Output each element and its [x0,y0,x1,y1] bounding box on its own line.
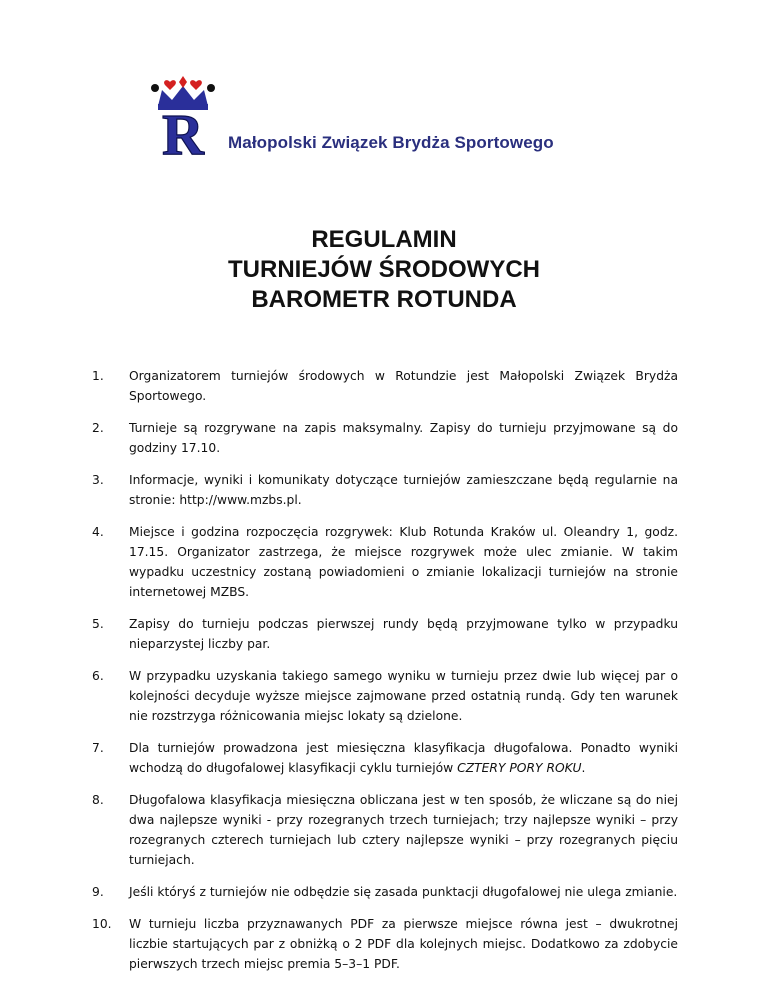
rule-item [92,666,678,726]
rule-item [92,882,678,902]
rule-text-end: . [581,761,586,775]
rule-text: Jeśli któryś z turniejów nie odbędzie się zasada punktacji długofalowej nie ulega zmianie. [129,885,678,899]
rule-text: Miejsce i godzina rozpoczęcia rozgrywek: Klub Rotunda Kraków ul. Oleandry 1, godz. 17.15. Organizator zastrzega, że miejsce rozgrywek może ulec zmianie. W takim wypadku uczestnicy zostaną powiadomieni o zmianie lokalizacji turniejów na stronie internetowej MZBS. [129,525,678,599]
rule-text [129,738,678,778]
rule-item [92,614,678,654]
rule-text: Długofalowa klasyfikacja miesięczna obliczana jest w ten sposób, że wliczane są do niej dwa najlepsze wyniki - przy rozegranych trzech turniejach; trzy najlepsze wyniki – przy rozegranych czterech turniejach lub cztery najlepsze wyniki – przy rozegranych pięciu turniejach. [129,793,678,867]
rule-number: 7. [92,741,104,755]
crown-r-logo [150,72,216,158]
rule-item [92,366,678,406]
rule-number: 5. [92,617,104,631]
cycle-name: CZTERY PORY ROKU [457,761,582,775]
rule-text: Organizatorem turniejów środowych w Rotundzie jest Małopolski Związek Brydża Sportowego. [129,369,678,403]
document-title [0,225,768,315]
rule-number: 9. [92,885,104,899]
rule-item [92,790,678,870]
rule-text: Zapisy do turnieju podczas pierwszej rundy będą przyjmowane tylko w przypadku nieparzystej liczby par. [129,617,678,651]
rule-text: W przypadku uzyskania takiego samego wyniku w turnieju przez dwie lub więcej par o kolejności decyduje wyższe miejsce zajmowane przed ostatnią rundą. Gdy ten warunek nie rozstrzyga różnicowania miejsc lokaty są dzielone. [129,669,678,723]
rule-text: W turnieju liczba przyznawanych PDF za pierwsze miejsce równa jest – dwukrotnej liczbie startujących par z obniżką o 2 PDF dla kolejnych miejsc. Dodatkowo za zdobycie pierwszych trzech miejsc premia 5–3–1 PDF. [129,917,678,971]
rule-item [92,418,678,458]
rule-item [92,914,678,974]
logo-letter: R [162,102,204,158]
rule-number: 10. [92,917,112,931]
rule-number: 1. [92,369,104,383]
rule-number: 3. [92,473,104,487]
rule-number: 2. [92,421,104,435]
organization-name: Małopolski Związek Brydża Sportowego [228,133,554,152]
rule-number: 8. [92,793,104,807]
rule-number: 4. [92,525,104,539]
rule-item [92,470,678,510]
rule-text: Turnieje są rozgrywane na zapis maksymalny. Zapisy do turnieju przyjmowane są do godziny 17.10. [129,421,678,455]
rule-item [92,522,678,602]
rules-list [92,366,678,986]
rule-text: Informacje, wyniki i komunikaty dotyczące turniejów zamieszczane będą regularnie na stronie: http://www.mzbs.pl. [129,473,678,507]
rule-item [92,738,678,778]
rule-number: 6. [92,669,104,683]
header [150,72,630,162]
title-line-3: BAROMETR ROTUNDA [251,286,517,313]
rule-text-part: Dla turniejów prowadzona jest miesięczna klasyfikacja długofalowa. Ponadto wyniki wchodzą do długofalowej klasyfikacji cyklu turniejów [129,741,678,775]
title-line-1: REGULAMIN [311,226,457,253]
title-line-2: TURNIEJÓW ŚRODOWYCH [228,256,540,283]
